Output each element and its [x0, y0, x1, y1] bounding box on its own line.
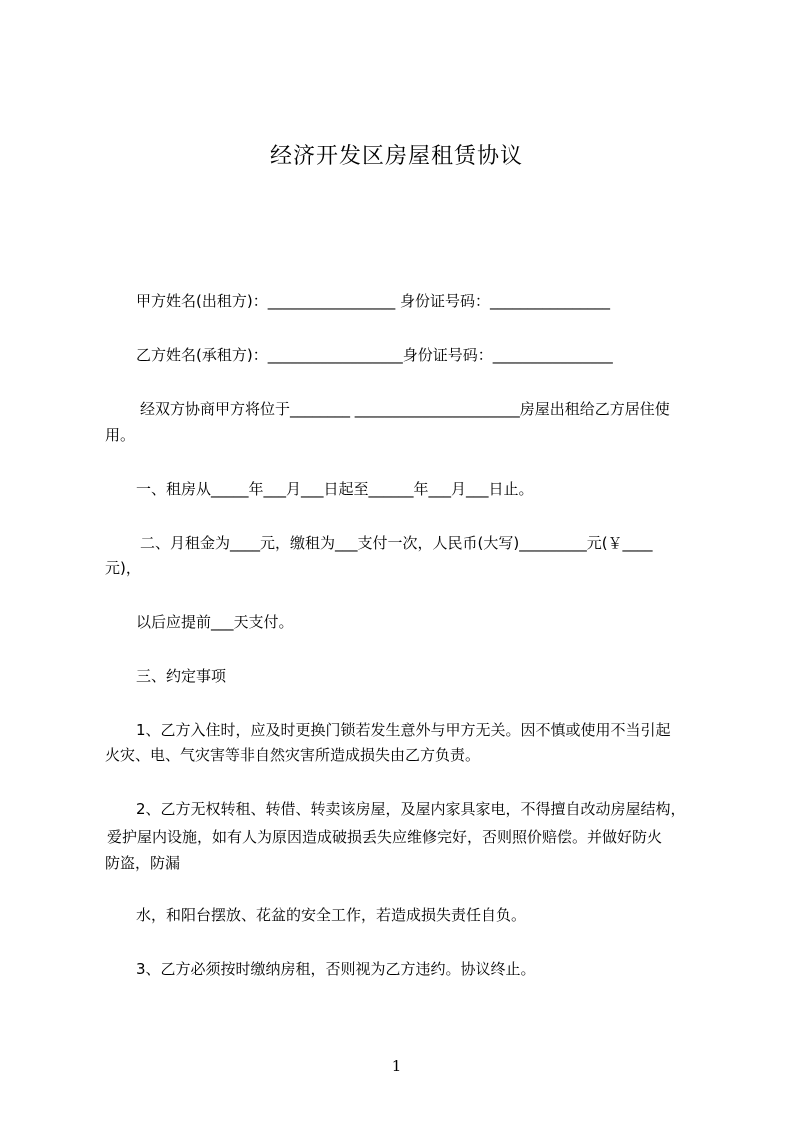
party-a-line: 甲方姓名(出租方)：_________________ 身份证号码：________________ — [136, 292, 610, 310]
page-number: 1 — [391, 1057, 402, 1075]
clause-3-line: 3、乙方必须按时缴纳房租，否则视为乙方违约。协议终止。 — [136, 960, 536, 978]
clause-2-line-2: 爱护屋内设施，如有人为原因造成破损丢失应维修完好，否则照价赔偿。并做好防火 — [107, 828, 663, 846]
property-location-continuation: 用。 — [105, 426, 136, 444]
property-location-line: 经双方协商甲方将位于________ ______________________房屋出租给乙方居住使 — [140, 400, 670, 418]
section-heading: 三、约定事项 — [136, 667, 227, 685]
clause-1-line-2: 火灾、电、气灾害等非自然灾害所造成损失由乙方负责。 — [105, 746, 481, 764]
party-b-line: 乙方姓名(承租方)：__________________身份证号码：________________ — [136, 346, 613, 364]
clause-2-line-1: 2、乙方无权转租、转借、转卖该房屋，及屋内家具家电，不得擅自改动房屋结构， — [136, 800, 686, 818]
clause-1-line-1: 1、乙方入住时，应及时更换门锁若发生意外与甲方无关。因不慎或使用不当引起 — [136, 721, 671, 739]
clause-2-line-4: 水，和阳台摆放、花盆的安全工作，若造成损失责任自负。 — [136, 906, 527, 924]
lease-term-line: 一、租房从_____年___月___日起至______年___月___日止。 — [136, 480, 534, 498]
rent-line: 二、月租金为____元，缴租为___支付一次，人民币(大写)_________元(￥____ — [140, 534, 653, 552]
clause-2-line-3: 防盗，防漏 — [105, 854, 181, 872]
rent-line-continuation: 元)， — [105, 559, 141, 577]
payment-advance-line: 以后应提前___天支付。 — [136, 613, 294, 631]
page-title: 经济开发区房屋租赁协议 — [269, 144, 523, 169]
